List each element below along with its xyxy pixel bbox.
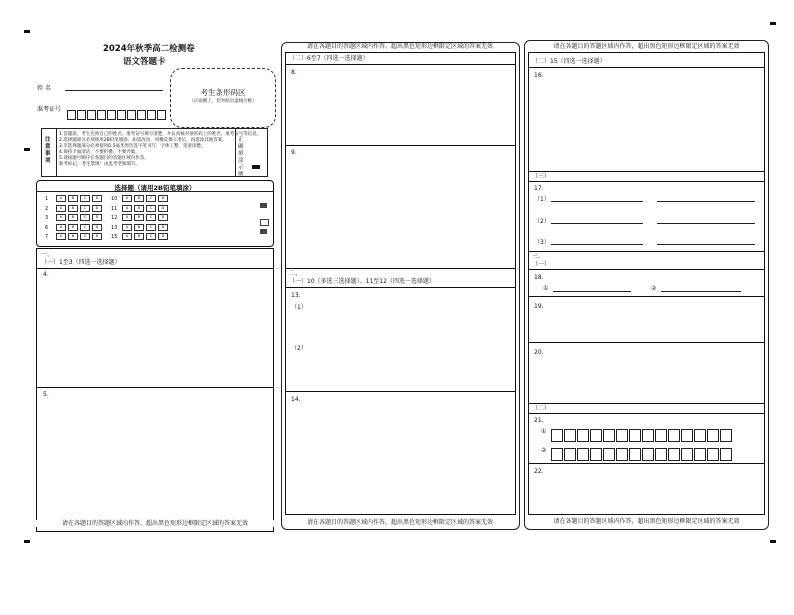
question-16-answer-area[interactable] [529, 68, 764, 171]
exam-number-boxes[interactable] [67, 104, 167, 123]
registration-mark [24, 540, 30, 543]
registration-mark [770, 540, 776, 543]
question-8-answer-area[interactable] [286, 65, 515, 145]
question-21-grid-row-1[interactable] [551, 425, 733, 444]
option-bubble[interactable]: A [56, 224, 66, 231]
question-number: 11 [111, 205, 118, 212]
note-line: 1.答题前，考生先将自己的姓名、准考证号填写清楚，并认真核对条形码上的姓名、准考证号等信息。 [59, 132, 262, 137]
question-17-line[interactable] [657, 201, 755, 202]
question-13-part-2: （2） [291, 345, 307, 352]
column-1 [33, 40, 277, 532]
character-cell[interactable] [551, 448, 563, 461]
question-17-line[interactable] [551, 244, 643, 245]
section-title: 二、 [289, 270, 302, 277]
character-cell[interactable] [720, 429, 732, 442]
option-bubble[interactable]: C [146, 233, 156, 240]
option-bubble[interactable]: A [122, 195, 132, 202]
option-bubble[interactable]: A [122, 214, 132, 221]
choice-left-group [45, 195, 104, 243]
character-cell[interactable] [720, 448, 732, 461]
option-bubble[interactable]: B [134, 224, 144, 231]
character-cell[interactable] [668, 448, 680, 461]
section-subtitle: （三） [532, 173, 551, 180]
option-bubble[interactable]: C [80, 195, 90, 202]
option-bubble[interactable]: D [158, 214, 168, 221]
character-cell[interactable] [707, 448, 719, 461]
barcode-hint: （正面朝上，切勿贴出虚线方框） [189, 99, 257, 104]
option-bubble[interactable]: B [68, 214, 78, 221]
choice-marker [260, 229, 267, 234]
header-note: 请在各题目的答题区域内作答，超出黑色矩形边框限定区域的答案无效 [553, 43, 740, 50]
option-bubble[interactable]: D [158, 195, 168, 202]
question-14-answer-area[interactable] [286, 392, 515, 513]
character-cell[interactable] [577, 429, 589, 442]
fill-example-label: 正确填涂示例 [238, 137, 244, 178]
section-title: 三、 [532, 253, 545, 260]
character-cell[interactable] [564, 429, 576, 442]
option-bubble[interactable]: B [68, 205, 78, 212]
notes-label: 注意事项 [45, 137, 51, 164]
character-cell[interactable] [681, 448, 693, 461]
choice-row [111, 233, 170, 243]
question-9-label: 9. [291, 149, 297, 156]
option-bubble[interactable]: C [80, 224, 90, 231]
option-bubble[interactable]: C [146, 224, 156, 231]
registration-mark [770, 22, 776, 25]
question-21-row-2-marker: ② [541, 447, 547, 454]
section-title: 一、 [41, 251, 54, 258]
option-bubble[interactable]: C [146, 214, 156, 221]
option-bubble[interactable]: D [92, 224, 102, 231]
choice-row [45, 195, 104, 205]
question-4-label: 4. [43, 271, 49, 278]
choice-marker [260, 219, 269, 226]
option-bubble[interactable]: A [122, 233, 132, 240]
footer-note: 请在各题目的答题区域内作答，超出黑色矩形边框限定区域的答案无效 [306, 519, 493, 526]
option-bubble[interactable]: A [56, 205, 66, 212]
option-bubble[interactable]: B [68, 233, 78, 240]
question-22-answer-area[interactable] [529, 464, 764, 513]
question-5-label: 5. [43, 391, 49, 398]
choice-section [36, 180, 274, 247]
character-cell[interactable] [655, 429, 667, 442]
note-line: 5.请按题号顺序在各题目的答题区域内作答。 [59, 156, 149, 161]
character-cell[interactable] [603, 429, 615, 442]
registration-mark [24, 148, 30, 151]
footer-note: 请在各题目的答题区域内作答，超出黑色矩形边框限定区域的答案无效 [553, 518, 740, 525]
question-number: 12 [111, 215, 118, 221]
section-one-answer-area [36, 248, 274, 532]
question-4-answer-area[interactable] [37, 268, 273, 386]
question-13-answer-area[interactable] [286, 288, 515, 391]
question-number: 10 [111, 196, 118, 202]
section-subtitle: （一） [532, 261, 551, 268]
character-cell[interactable] [642, 448, 654, 461]
choice-row [45, 205, 104, 215]
header-note: 请在各题目的答题区域内作答，超出黑色矩形边框限定区域的答案无效 [306, 43, 493, 50]
question-number: 7 [45, 234, 49, 240]
character-cell[interactable] [681, 429, 693, 442]
option-bubble[interactable]: B [68, 224, 78, 231]
question-22-label: 22. [534, 468, 544, 475]
barcode-title: 考生条形码区 [200, 88, 246, 97]
option-bubble[interactable]: B [68, 195, 78, 202]
character-cell[interactable] [668, 429, 680, 442]
question-17-part-2: （2） [534, 218, 550, 225]
question-18-blank-2[interactable] [661, 291, 741, 292]
question-19-label: 19. [534, 303, 544, 310]
section-subtitle: （二）15（四选一选择题） [532, 58, 606, 65]
section-subtitle: （一）1至3（四选一选择题） [41, 259, 121, 266]
question-number: 1 [45, 196, 49, 202]
option-bubble[interactable]: D [92, 205, 102, 212]
option-bubble[interactable]: D [92, 214, 102, 221]
option-bubble[interactable]: A [122, 224, 132, 231]
character-cell[interactable] [577, 448, 589, 461]
question-17-line[interactable] [551, 201, 643, 202]
choice-marker [260, 203, 267, 208]
option-bubble[interactable]: B [134, 214, 144, 221]
option-bubble[interactable]: C [146, 205, 156, 212]
question-18-blank-1-marker: ① [543, 285, 549, 292]
registration-mark [24, 30, 30, 33]
choice-right-group [111, 195, 170, 243]
question-16-label: 16. [534, 72, 544, 79]
question-21-row-1-marker: ① [541, 428, 547, 435]
question-13-part-1: （1） [291, 304, 307, 311]
character-cell[interactable] [707, 429, 719, 442]
character-cell[interactable] [564, 448, 576, 461]
question-17-part-1: （1） [534, 196, 550, 203]
character-cell[interactable] [629, 448, 641, 461]
option-bubble[interactable]: D [158, 233, 168, 240]
question-17-line[interactable] [657, 244, 755, 245]
section-subtitle: （一）10（多选三选择题）、11至12（四选一选择题） [289, 278, 435, 285]
exam-number-label: 准考证号 [37, 106, 62, 113]
question-14-label: 14. [291, 396, 301, 403]
option-bubble[interactable]: C [80, 214, 90, 221]
name-label: 姓 名 [37, 85, 51, 92]
choice-row [45, 224, 104, 234]
question-13-label: 13. [291, 292, 301, 299]
option-bubble[interactable]: A [122, 205, 132, 212]
exam-title: 2024年秋季高二检测卷 [103, 44, 195, 54]
question-21-grid-row-2[interactable] [551, 444, 733, 463]
question-17-line[interactable] [551, 223, 643, 224]
option-bubble[interactable]: C [80, 233, 90, 240]
footer-note: 请在各题目的答题区域内作答，超出黑色矩形边框限定区域的答案无效 [33, 520, 277, 527]
answer-frame [285, 52, 516, 515]
character-cell[interactable] [616, 448, 628, 461]
question-17-label: 17. [534, 185, 544, 192]
question-21-label: 21. [534, 417, 544, 424]
fill-example-mark [252, 165, 260, 169]
answer-card-title: 语文答题卡 [123, 57, 166, 67]
question-20-answer-area[interactable] [529, 343, 764, 403]
question-number: 3 [45, 215, 49, 221]
option-bubble[interactable]: D [92, 195, 102, 202]
question-20-label: 20. [534, 349, 544, 356]
option-bubble[interactable]: D [158, 205, 168, 212]
choice-title: 选择题（请用2B铅笔填涂） [114, 184, 196, 192]
section-subtitle: （二）6至7（四选一选择题） [289, 55, 369, 62]
question-18-blank-2-marker: ② [651, 285, 657, 292]
note-line: 缺考标记，考生禁填！由监考老师填写。 [59, 162, 140, 167]
question-19-answer-area[interactable] [529, 297, 764, 342]
question-17-part-3: （3） [534, 239, 550, 246]
notes-box [41, 128, 268, 177]
character-cell[interactable] [590, 429, 602, 442]
choice-row [45, 214, 104, 224]
character-cell[interactable] [629, 429, 641, 442]
question-18-blank-1[interactable] [553, 291, 631, 292]
option-bubble[interactable]: D [158, 224, 168, 231]
question-5-answer-area[interactable] [37, 388, 273, 530]
option-bubble[interactable]: A [56, 214, 66, 221]
note-line: 2.选择题部分必须使用2B铅笔填涂；如需改动，用橡皮擦干净后，再选涂其他答案。 [59, 138, 227, 143]
question-number: 15 [111, 234, 118, 240]
answer-frame [528, 52, 765, 515]
option-bubble[interactable]: A [56, 233, 66, 240]
note-line: 3.非选择题部分必须使用0.5毫米黑色签字笔书写，字体工整，笔迹清楚。 [59, 144, 206, 149]
option-bubble[interactable]: B [134, 195, 144, 202]
column-2 [281, 40, 519, 532]
question-number: 2 [45, 205, 49, 212]
choice-row [111, 205, 170, 215]
character-cell[interactable] [694, 448, 706, 461]
column-3 [524, 40, 769, 532]
barcode-area [170, 68, 276, 128]
question-number: 13 [111, 224, 118, 231]
choice-row [111, 195, 170, 205]
character-cell[interactable] [551, 429, 563, 442]
character-cell[interactable] [603, 448, 615, 461]
note-line: 4.保持卡面清洁，不要折叠、不要弄破。 [59, 150, 140, 155]
section-subtitle: （二） [532, 405, 551, 412]
character-cell[interactable] [694, 429, 706, 442]
character-cell[interactable] [590, 448, 602, 461]
question-9-answer-area[interactable] [286, 146, 515, 268]
option-bubble[interactable]: C [80, 205, 90, 212]
question-17-line[interactable] [657, 223, 755, 224]
character-cell[interactable] [655, 448, 667, 461]
question-8-label: 8. [291, 69, 297, 76]
question-number: 6 [45, 224, 49, 231]
character-cell[interactable] [642, 429, 654, 442]
choice-row [111, 214, 170, 224]
option-bubble[interactable]: B [134, 233, 144, 240]
question-18-label: 18. [534, 274, 544, 281]
character-cell[interactable] [616, 429, 628, 442]
name-field[interactable] [65, 90, 163, 91]
option-bubble[interactable]: D [92, 233, 102, 240]
choice-row [45, 233, 104, 243]
choice-row [111, 224, 170, 234]
option-bubble[interactable]: C [146, 195, 156, 202]
option-bubble[interactable]: B [134, 205, 144, 212]
option-bubble[interactable]: A [56, 195, 66, 202]
